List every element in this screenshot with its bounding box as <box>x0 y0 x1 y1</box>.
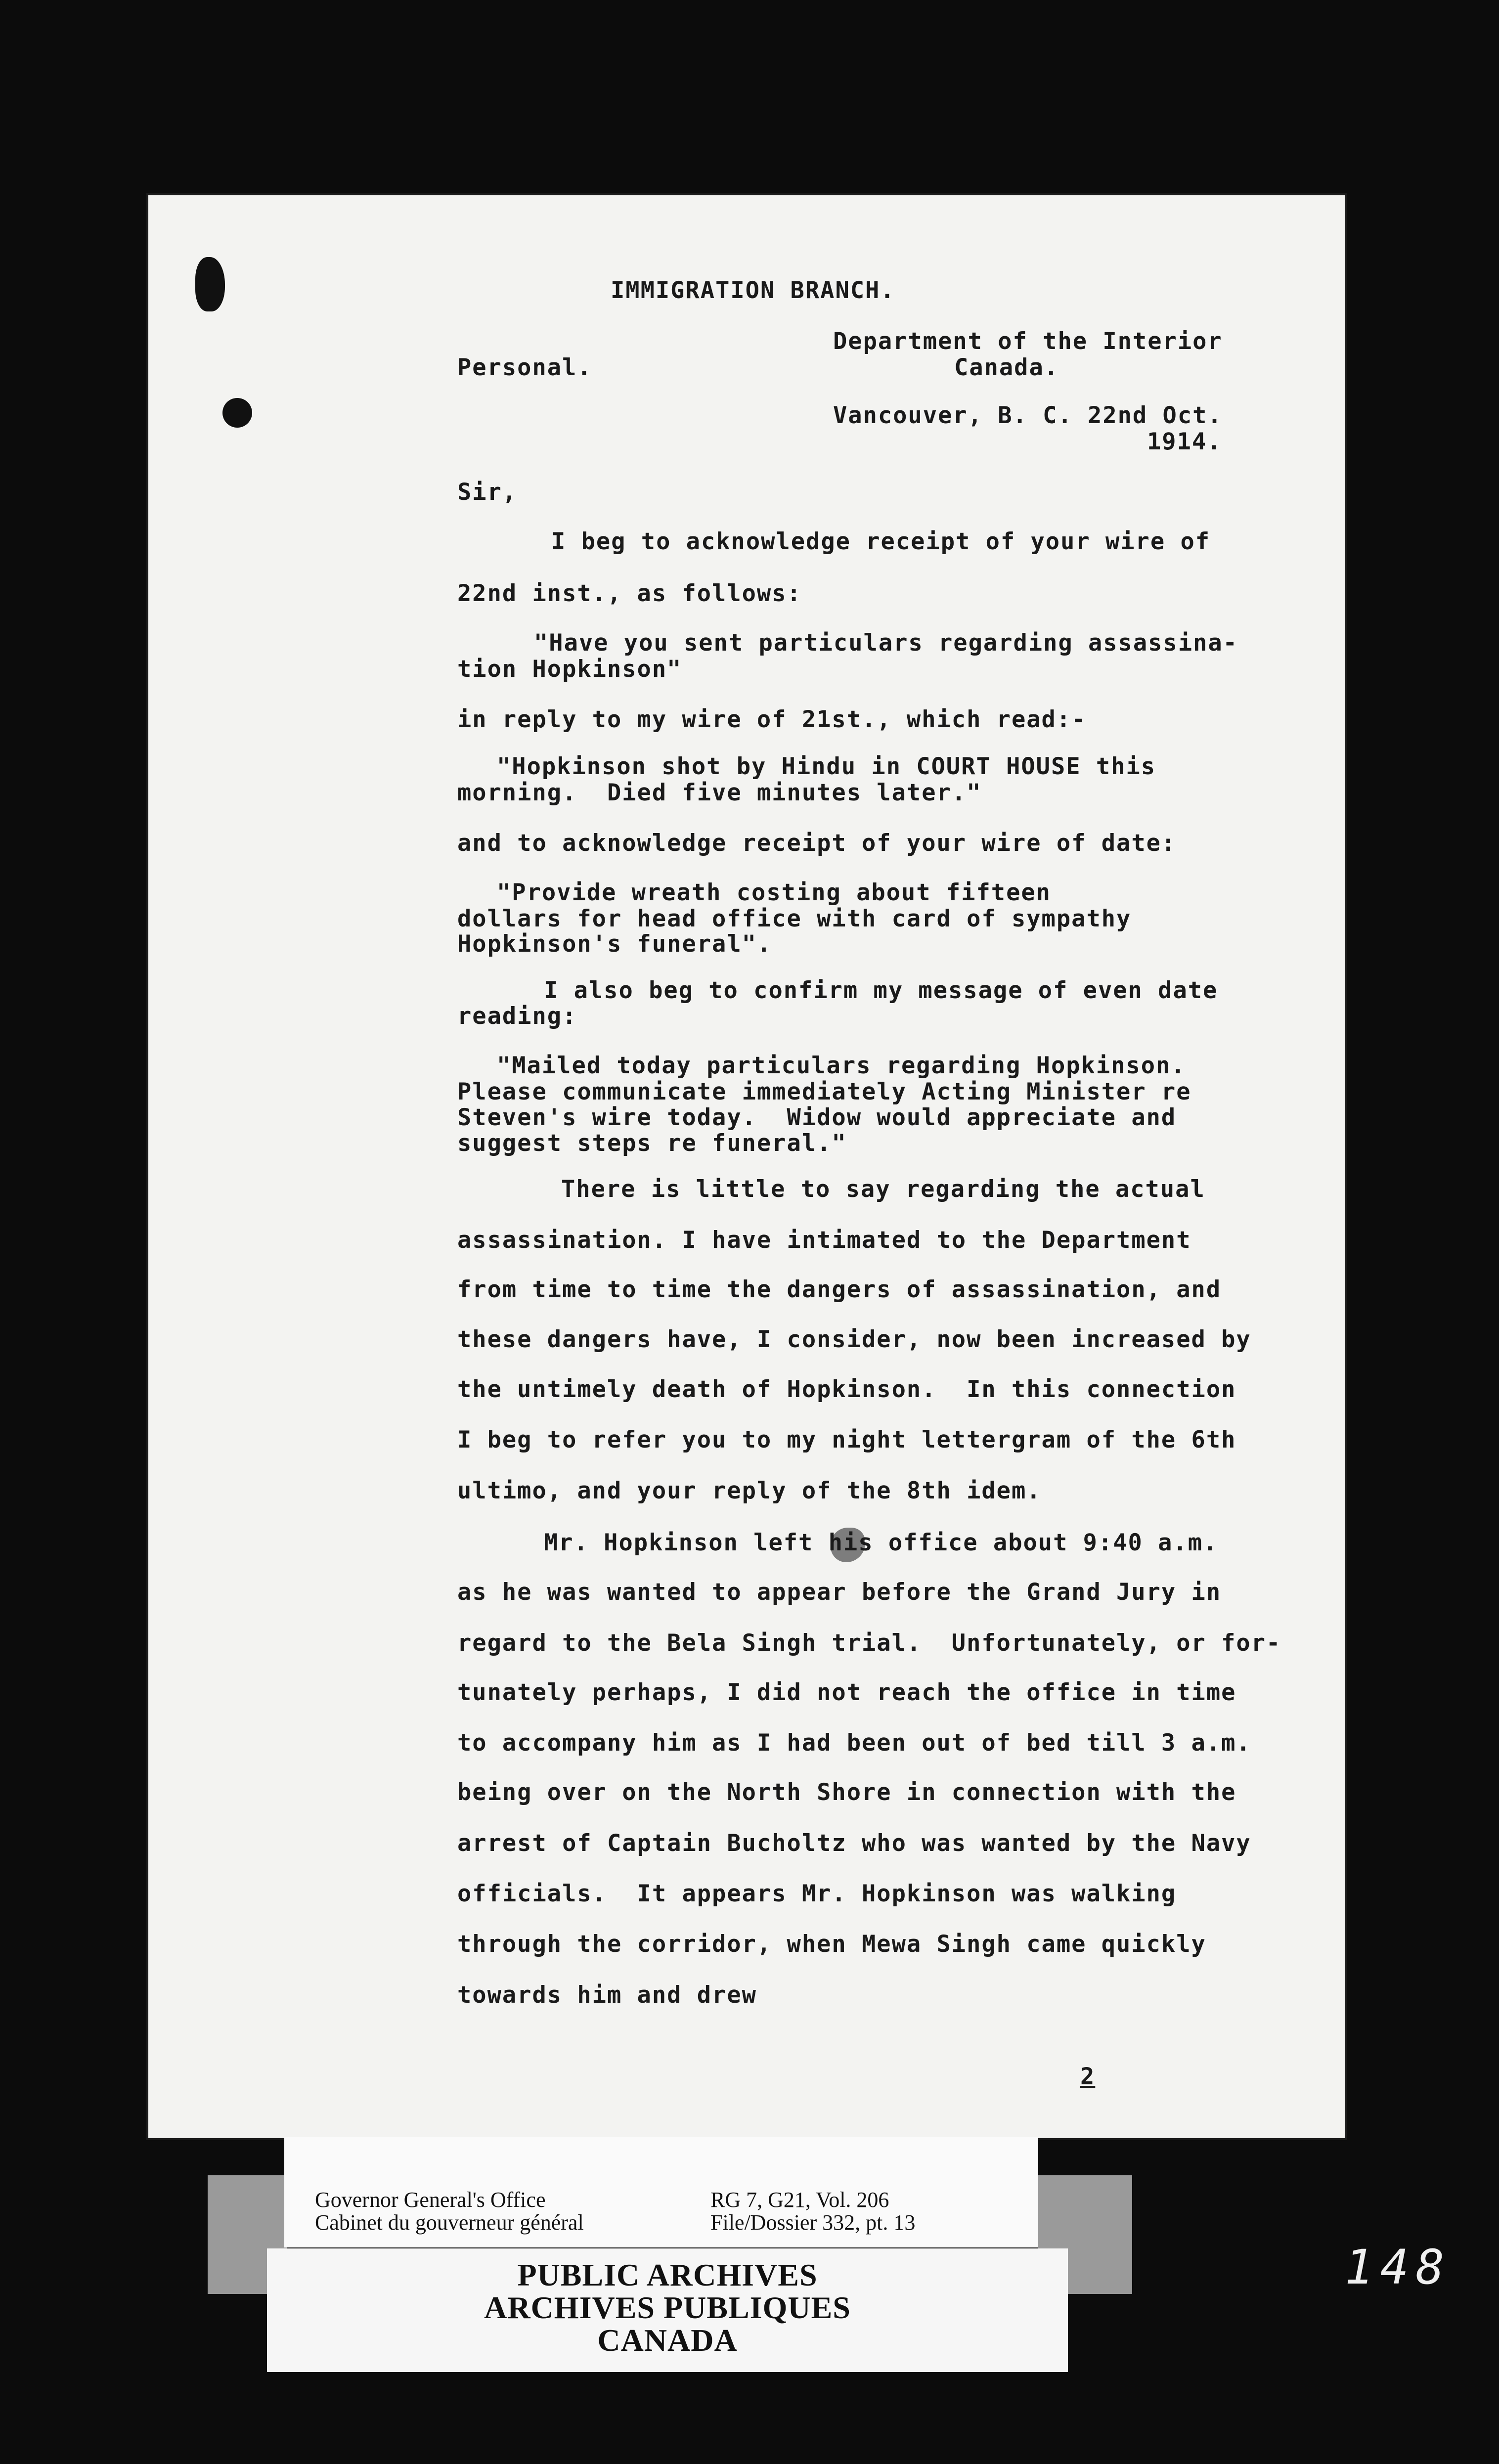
letter-line: tion Hopkinson" <box>457 656 682 683</box>
department-name: Department of the Interior <box>833 328 1223 355</box>
punch-hole-mark <box>195 257 225 311</box>
personal-label: Personal. <box>457 354 592 381</box>
letter-line: I beg to refer you to my night lettergram of the 6th <box>457 1426 1236 1453</box>
letter-line: regard to the Bela Singh trial. Unfortunately, or for- <box>457 1629 1281 1657</box>
letter-year: 1914. <box>1147 428 1222 455</box>
letter-line: dollars for head office with card of sympathy <box>457 905 1132 932</box>
letter-line: from time to time the dangers of assassination, and <box>457 1276 1222 1303</box>
letter-line: the untimely death of Hopkinson. In this connection <box>457 1376 1236 1403</box>
letter-line: reading: <box>457 1003 577 1030</box>
letter-line: being over on the North Shore in connection with the <box>457 1779 1236 1806</box>
letter-line: 22nd inst., as follows: <box>457 580 802 607</box>
archives-line-2: ARCHIVES PUBLIQUES <box>484 2290 851 2325</box>
place-date: Vancouver, B. C. 22nd Oct. <box>833 402 1223 429</box>
letter-line: arrest of Captain Bucholtz who was wanted by the Navy <box>457 1830 1251 1857</box>
letter-line: officials. It appears Mr. Hopkinson was walking <box>457 1880 1177 1907</box>
letter-line: ultimo, and your reply of the 8th idem. <box>457 1477 1042 1504</box>
letter-line: through the corridor, when Mewa Singh came quickly <box>457 1931 1206 1958</box>
letter-line: suggest steps re funeral." <box>457 1130 847 1157</box>
archive-file: File/Dossier 332, pt. 13 <box>710 2210 916 2235</box>
letter-line: to accompany him as I had been out of bed till 3 a.m. <box>457 1729 1251 1757</box>
letter-line: morning. Died five minutes later." <box>457 779 982 806</box>
office-french: Cabinet du gouverneur général <box>315 2210 584 2235</box>
letter-line: Steven's wire today. Widow would appreciate and <box>457 1104 1177 1131</box>
archives-line-1: PUBLIC ARCHIVES <box>517 2257 818 2292</box>
frame-number: 148 <box>1345 2240 1452 2295</box>
letter-line: as he was wanted to appear before the Grand Jury in <box>457 1579 1222 1606</box>
punch-hole <box>222 398 252 428</box>
letter-line: Hopkinson's funeral". <box>457 930 772 958</box>
archive-reference: RG 7, G21, Vol. 206 <box>710 2188 889 2212</box>
letter-line: in reply to my wire of 21st., which read:- <box>457 706 1087 733</box>
letter-line: I also beg to confirm my message of even date <box>544 977 1218 1004</box>
salutation: Sir, <box>457 479 518 506</box>
archive-label <box>284 2137 1038 2247</box>
letter-line: "Have you sent particulars regarding assassina- <box>534 629 1238 657</box>
letter-line: "Mailed today particulars regarding Hopkinson. <box>497 1052 1186 1079</box>
letter-heading: IMMIGRATION BRANCH. <box>611 277 895 304</box>
archives-line-3: CANADA <box>597 2323 738 2358</box>
letter-page <box>148 195 1345 2138</box>
archives-stamp <box>267 2248 1068 2372</box>
letter-line: tunately perhaps, I did not reach the office in time <box>457 1679 1236 1706</box>
letter-line: "Hopkinson shot by Hindu in COURT HOUSE this <box>497 753 1156 780</box>
page-marker: 2 <box>1080 2063 1096 2090</box>
letter-line: "Provide wreath costing about fifteen <box>497 879 1051 906</box>
letter-line: I beg to acknowledge receipt of your wire of <box>551 528 1211 555</box>
letter-line: Please communicate immediately Acting Minister re <box>457 1078 1191 1105</box>
office-english: Governor General's Office <box>315 2188 546 2212</box>
letter-line: and to acknowledge receipt of your wire of date: <box>457 830 1177 857</box>
letter-line: There is little to say regarding the actual <box>561 1176 1205 1203</box>
letter-line: assassination. I have intimated to the Department <box>457 1227 1191 1254</box>
letter-line: Mr. Hopkinson left his office about 9:40 a.m. <box>544 1529 1218 1556</box>
country-name: Canada. <box>954 354 1059 381</box>
letter-line: towards him and drew <box>457 1981 757 2009</box>
letter-line: these dangers have, I consider, now been increased by <box>457 1326 1251 1353</box>
